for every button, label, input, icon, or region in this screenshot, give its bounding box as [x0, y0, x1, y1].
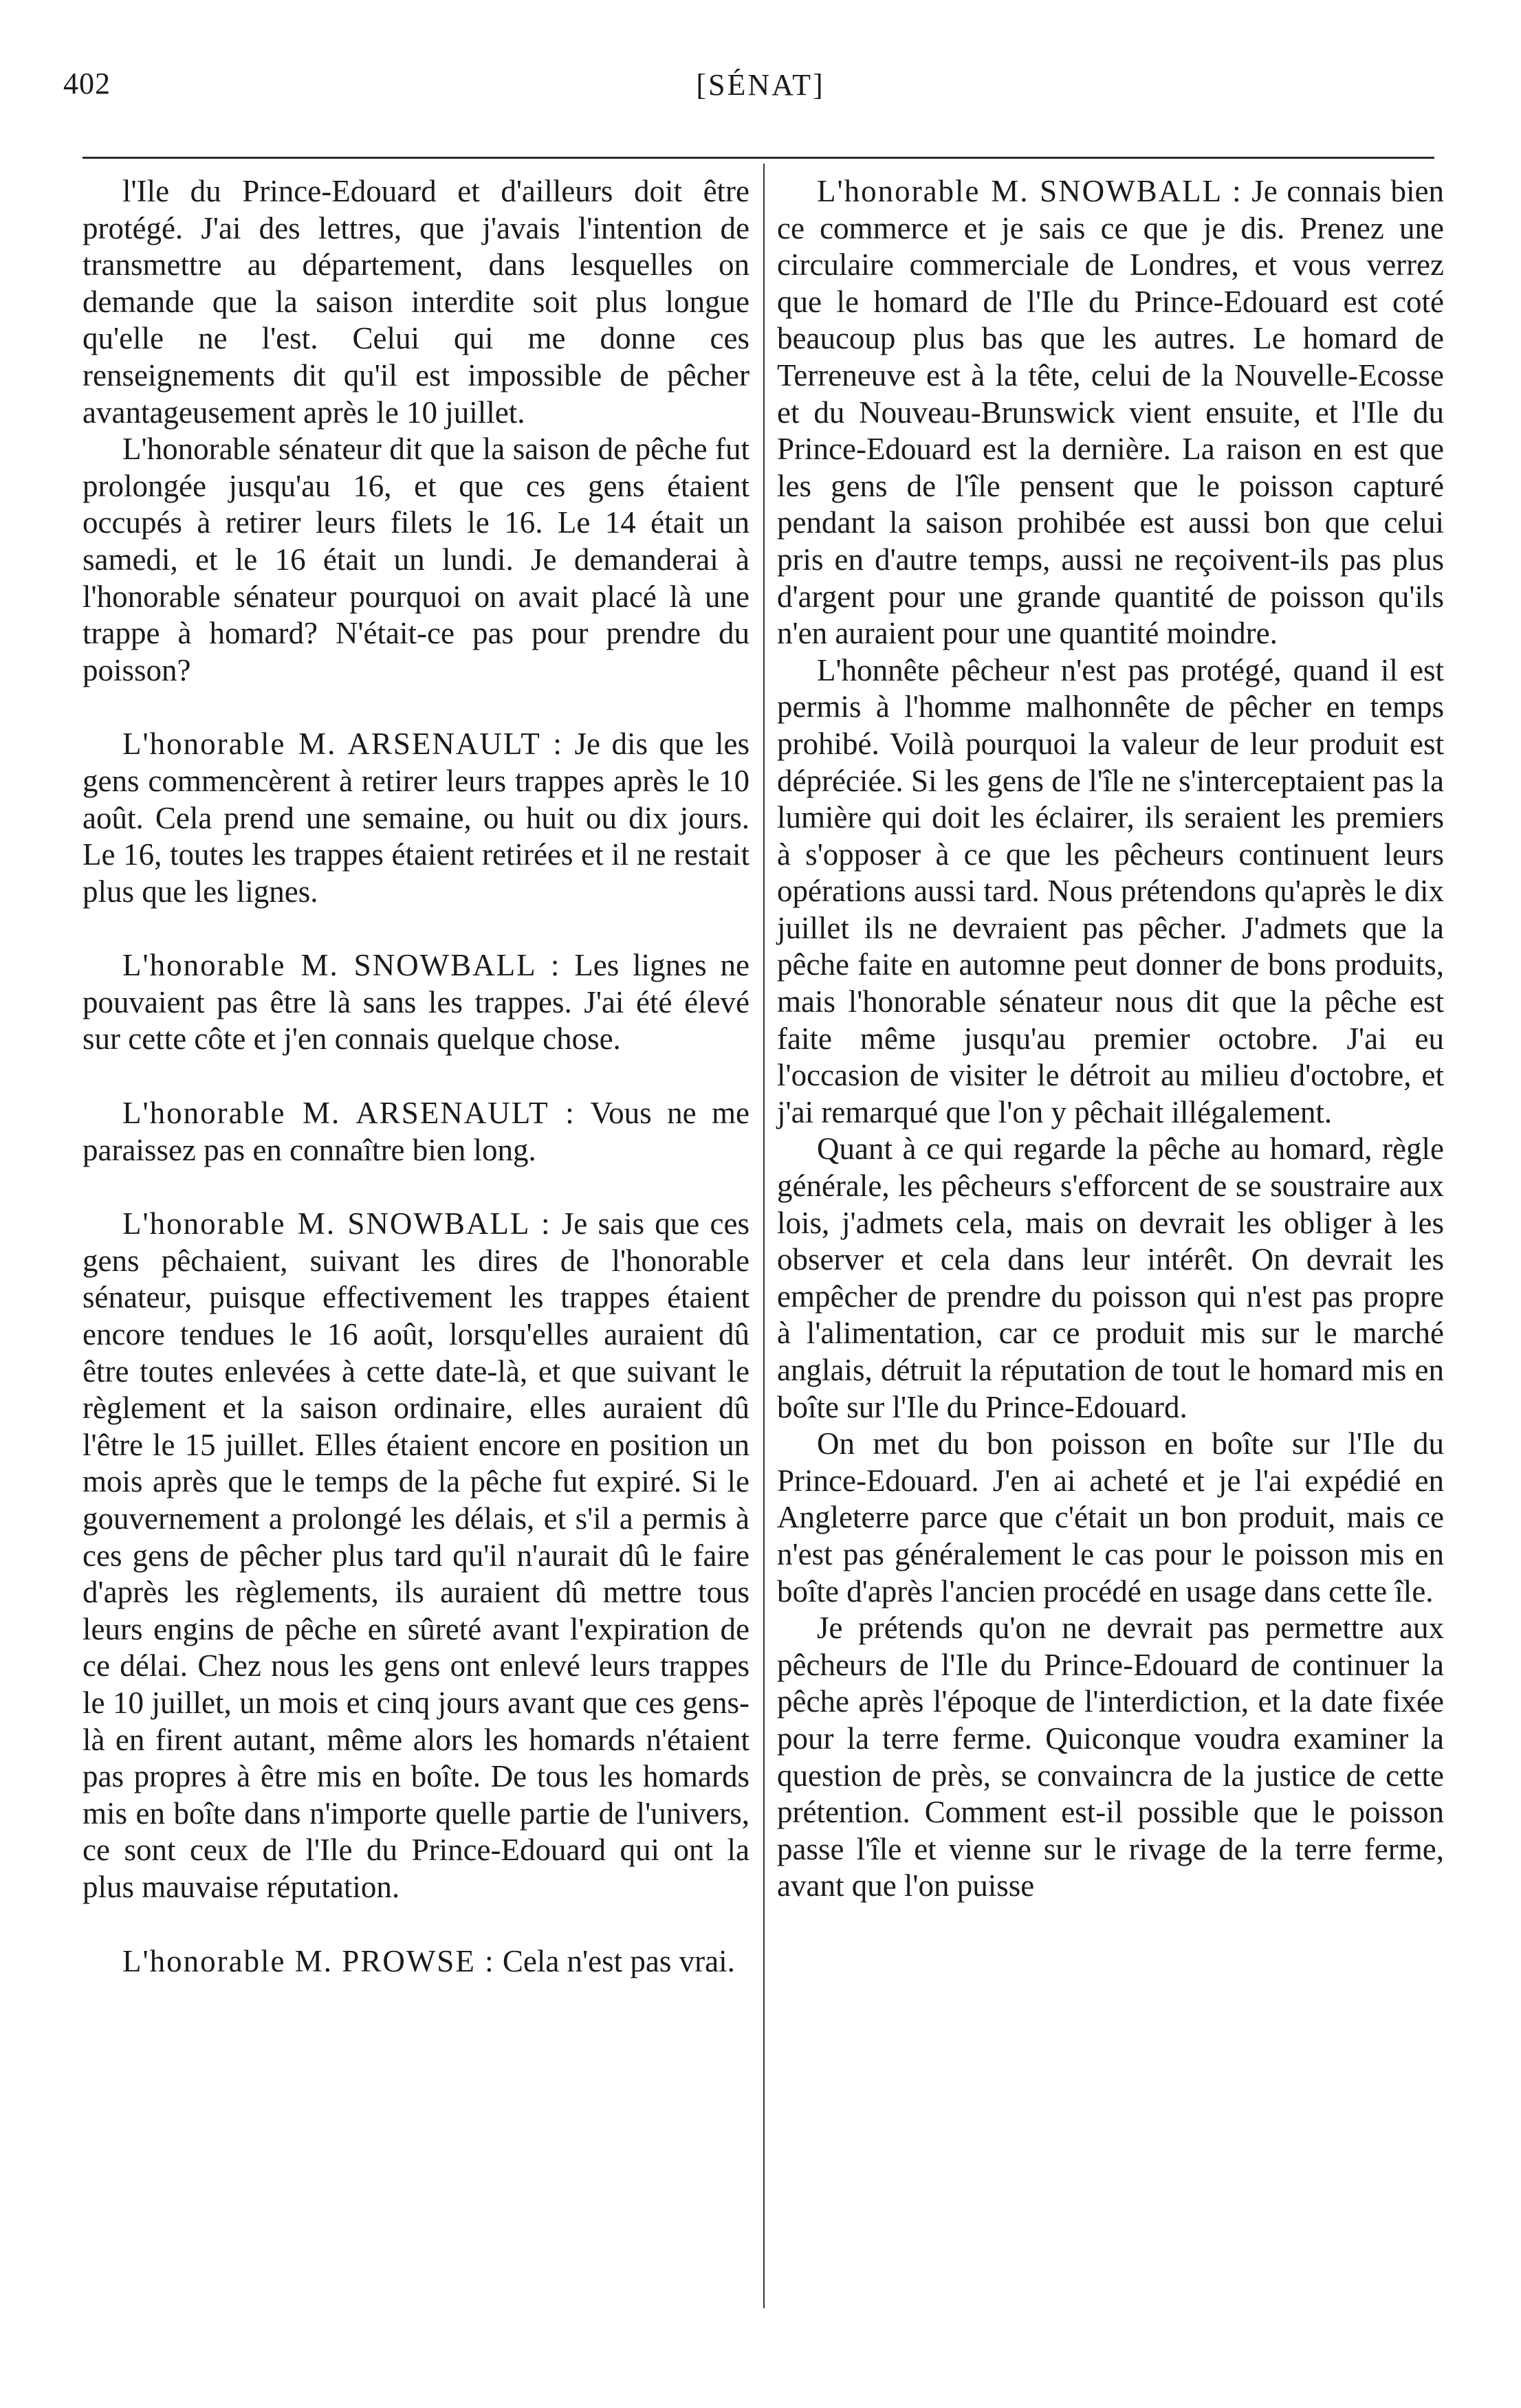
- speech-paragraph: [83, 947, 749, 1058]
- speech-paragraph: [83, 1943, 749, 1980]
- speaker-name: L'honorable M. SNOWBALL :: [817, 174, 1243, 208]
- paragraph-text: Cela n'est pas vrai.: [494, 1943, 735, 1978]
- speech-paragraph: [83, 726, 749, 910]
- paragraph: [83, 173, 749, 431]
- paragraph-text: Vous ne me paraissez pas en connaître bien long.: [83, 1096, 749, 1167]
- running-head: [SÉNAT]: [696, 68, 825, 102]
- paragraph-text: Je connais bien ce commerce et je sais ce que je dis. Prenez une circulaire commerciale de Londres, et vous verrez que le homard de l'Ile du Prince-Edouard est coté beaucoup plus bas que les autres. Le homard de Terreneuve est à la tête, celui de la Nouvelle-Ecosse et du Nouveau-Brunswick vient ensuite, et l'Ile du Prince-Edouard est la dernière. La raison en est que les gens de l'île pensent que le poisson capturé pendant la saison prohibée est aussi bon que celui pris en d'autre temps, aussi ne reçoivent-ils pas plus d'argent pour une grande quantité de poisson qu'ils n'en auraient pour une quantité moindre.: [777, 174, 1444, 651]
- left-column: [83, 173, 749, 1980]
- paragraph: [777, 1131, 1444, 1426]
- header-rule: [83, 157, 1434, 159]
- paragraph-text: On met du bon poisson en boîte sur l'Ile du Prince-Edouard. J'en ai acheté et je l'ai expédié en Angleterre parce que c'était un bon produit, mais ce n'est pas généralement le cas pour le poisson mis en boîte d'après l'ancien procédé en usage dans cette île.: [777, 1426, 1444, 1609]
- paragraph: [777, 652, 1444, 1131]
- paragraph-text: Je prétends qu'on ne devrait pas permettre aux pêcheurs de l'Ile du Prince-Edouard de continuer la pêche après l'époque de l'interdiction, et la date fixée pour la terre ferme. Quiconque voudra examiner la question de près, se convaincra de la justice de cette prétention. Comment est-il possible que le poisson passe l'île et vienne sur le rivage de la terre ferme, avant que l'on puisse: [777, 1611, 1444, 1903]
- right-column: [777, 173, 1444, 1905]
- paragraph-text: L'honorable sénateur dit que la saison de pêche fut prolongée jusqu'au 16, et que ces gens étaient occupés à retirer leurs filets le 16. Le 14 était un samedi, et le 16 était un lundi. Je demanderai à l'honorable sénateur pourquoi on avait placé là une trappe à homard? N'était-ce pas pour prendre du poisson?: [83, 432, 749, 687]
- column-divider: [763, 164, 765, 2308]
- paragraph-text: Je sais que ces gens pêchaient, suivant les dires de l'honorable sénateur, puisque effectivement les trappes étaient encore tendues le 16 août, lorsqu'elles auraient dû être toutes enlevées à cette date-là, et que suivant le règlement et la saison ordinaire, elles auraient dû l'être le 15 juillet. Elles étaient encore en position un mois après que le temps de la pêche fut expiré. Si le gouvernement a prolongé les délais, et s'il a permis à ces gens de pêcher plus tard qu'il n'aurait dû le faire d'après les règlements, ils auraient dû mettre tous leurs engins de pêche en sûreté avant l'expiration de ce délai. Chez nous les gens ont enlevé leurs trappes le 10 juillet, un mois et cinq jours avant que ces gens-là en firent autant, même alors les homards n'étaient pas propres à être mis en boîte. De tous les homards mis en boîte dans n'importe quelle partie de l'univers, ce sont ceux de l'Ile du Prince-Edouard qui ont la plus mauvaise réputation.: [83, 1206, 749, 1904]
- page-number: 402: [63, 67, 111, 100]
- paragraph-text: l'Ile du Prince-Edouard et d'ailleurs doit être protégé. J'ai des lettres, que j'avais l'intention de transmettre au département, dans lesquelles on demande que la saison interdite soit plus longue qu'elle ne l'est. Celui qui me donne ces renseignements dit qu'il est impossible de pêcher avantageusement après le 10 juillet.: [83, 174, 749, 430]
- paragraph: [83, 431, 749, 689]
- paragraph: [777, 1610, 1444, 1905]
- speaker-name: L'honorable M. ARSENAULT :: [122, 1096, 576, 1131]
- paragraph-text: Quant à ce qui regarde la pêche au homard, règle générale, les pêcheurs s'efforcent de se soustraire aux lois, j'admets cela, mais on devrait les obliger à les observer et cela dans leur intérêt. On devrait les empêcher de prendre du poisson qui n'est pas propre à l'alimentation, car ce produit mis sur le marché anglais, détruit la réputation de tout le homard mis en boîte sur l'Ile du Prince-Edouard.: [777, 1131, 1444, 1424]
- speaker-name: L'honorable M. SNOWBALL :: [122, 948, 561, 983]
- paragraph-text: L'honnête pêcheur n'est pas protégé, quand il est permis à l'homme malhonnête de pêcher en temps prohibé. Voilà pourquoi la valeur de leur produit est dépréciée. Si les gens de l'île ne s'interceptaient pas la lumière qui doit les éclairer, ils seraient les premiers à s'opposer à ce que les pêcheurs continuent leurs opérations aussi tard. Nous prétendons qu'après le dix juillet ils ne devraient pas pêcher. J'admets que la pêche faite en automne peut donner de bons produits, mais l'honorable sénateur nous dit que la pêche est faite même jusqu'au premier octobre. J'ai eu l'occasion de visiter le détroit au milieu d'octobre, et j'ai remarqué que l'on y pêchait illégalement.: [777, 652, 1444, 1129]
- speech-paragraph: [83, 1095, 749, 1169]
- speaker-name: L'honorable M. SNOWBALL :: [122, 1206, 551, 1241]
- speaker-name: L'honorable M. PROWSE :: [122, 1943, 495, 1978]
- speech-paragraph: [83, 1206, 749, 1906]
- paragraph-text: Je dis que les gens commencèrent à retirer leurs trappes après le 10 août. Cela prend une semaine, ou huit ou dix jours. Le 16, toutes les trappes étaient retirées et il ne restait plus que les lignes.: [83, 727, 749, 909]
- paragraph: [777, 1426, 1444, 1610]
- paragraph-text: Les lignes ne pouvaient pas être là sans les trappes. J'ai été élevé sur cette côte et j'en connais quelque chose.: [83, 948, 750, 1057]
- speech-paragraph: [777, 173, 1444, 652]
- speaker-name: L'honorable M. ARSENAULT :: [122, 727, 563, 762]
